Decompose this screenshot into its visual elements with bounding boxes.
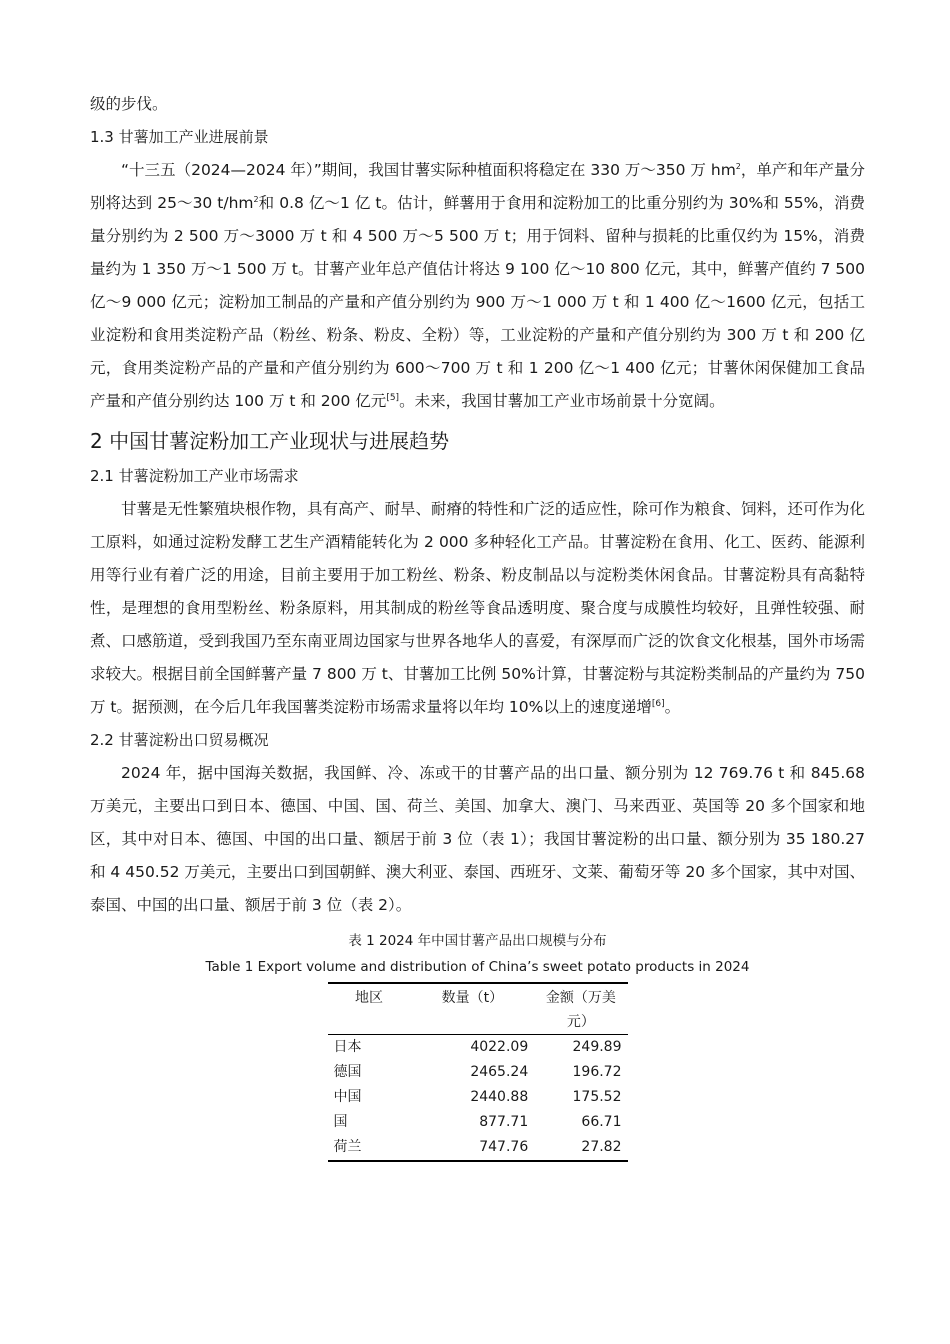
cell-region: 荷兰: [333, 1139, 362, 1155]
paragraph-continuation: 级的步伐。: [90, 95, 168, 113]
cell-quantity: 4022.09: [470, 1039, 529, 1055]
paragraph-text: 。: [664, 698, 681, 716]
cell-amount: 66.71: [581, 1114, 622, 1130]
subsection-heading-1-3: 1.3 甘薯加工产业进展前景: [90, 128, 269, 146]
document-page: [90, 88, 865, 1162]
paragraph-text: 甘薯是无性繁殖块根作物，具有高产、耐旱、耐瘠的特性和广泛的适应性，除可作为粮食、饲料，还可作为化工原料，如通过淀粉发酵工艺生产酒精能转化为 2 000 多种轻化工产品。甘薯淀粉在食用、化工、医药、能源利用等行业有着广泛的用途，目前主要用于加工粉丝、粉条、粉皮制品以与淀粉类休闲食品。甘薯淀粉具有高黏特性，是理想的食用型粉丝、粉条原料，用其制成的粉丝等食品透明度、聚合度与成膜性均较好，且弹性较强、耐煮、口感筋道，受到我国乃至东南亚周边国家与世界各地华人的喜爱，有深厚而广泛的饮食文化根基，国外市场需求较大。根据目前全国鲜薯产量 7 800 万 t、甘薯加工比例 50%计算，甘薯淀粉与其淀粉类制品的产量约为 750 万 t。据预测，在今后几年我国薯类淀粉市场需求量将以年均 10%以上的速度递增: [90, 500, 866, 716]
superscript: 2: [735, 162, 741, 171]
cell-amount: 27.82: [581, 1139, 622, 1155]
table-row: [328, 1035, 628, 1061]
cell-amount: 196.72: [572, 1064, 622, 1080]
table-row: [328, 1085, 628, 1110]
cell-region: 日本: [333, 1039, 362, 1055]
column-header-region: 地区: [355, 990, 384, 1006]
subsection-heading-2-1: 2.1 甘薯淀粉加工产业市场需求: [90, 467, 299, 485]
cell-quantity: 877.71: [479, 1114, 529, 1130]
citation-ref: [6]: [651, 699, 665, 709]
paragraph-text: “十三五（2024—2024 年）”期间，我国甘薯实际种植面积将稳定在 330 万～350 万 hm: [121, 161, 736, 179]
paragraph-text: ，单产和年产量分别将达到 25～30 t/hm: [90, 161, 865, 212]
export-table: [328, 982, 628, 1162]
paragraph-text: 。未来，我国甘薯加工产业市场前景十分宽阔。: [399, 392, 725, 410]
superscript: 2: [253, 195, 259, 204]
citation-ref: [5]: [386, 393, 400, 403]
table-header-row: [328, 983, 628, 1035]
cell-amount: 175.52: [572, 1089, 622, 1105]
paragraph-prospects: [90, 154, 865, 418]
column-header-amount: 金额（万美元）: [545, 990, 616, 1030]
cell-amount: 249.89: [572, 1039, 622, 1055]
table-caption-en: Table 1 Export volume and distribution of China’s sweet potato products in 2024: [205, 959, 750, 975]
column-header-quantity: 数量（t）: [441, 990, 504, 1006]
paragraph-market-demand: [90, 493, 865, 724]
paragraph-text: 和 0.8 亿～1 亿 t。估计，鲜薯用于食用和淀粉加工的比重分别约为 30%和 55%，消费量分别约为 2 500 万～3000 万 t 和 4 500 万～5 500 万 t；用于饲料、留种与损耗的比重仅约为 15%，消费量约为 1 350 万～1 500 万 t。甘薯产业年总产值估计将达 9 100 亿～10 800 亿元，其中，鲜薯产值约 7 500 亿～9 000 亿元；淀粉加工制品的产量和产值分别约为 900 万～1 000 万 t 和 1 400 亿～1600 亿元，包括工业淀粉和食用类淀粉产品（粉丝、粉条、粉皮、全粉）等，工业淀粉的产量和产值分别约为 300 万 t 和 200 亿元，食用类淀粉产品的产量和产值分别约为 600～700 万 t 和 1 200 亿～1 400 亿元；甘薯休闲保健加工食品产量和产值分别约达 100 万 t 和 200 亿元: [90, 194, 865, 410]
cell-region: 中国: [333, 1089, 362, 1105]
section-heading-2: 2 中国甘薯淀粉加工产业现状与进展趋势: [90, 429, 450, 453]
table-row: [328, 1060, 628, 1085]
cell-quantity: 2465.24: [470, 1064, 529, 1080]
table-caption-cn: 表 1 2024 年中国甘薯产品出口规模与分布: [348, 933, 607, 949]
table-row: [328, 1135, 628, 1161]
subsection-heading-2-2: 2.2 甘薯淀粉出口贸易概况: [90, 731, 269, 749]
cell-region: 德国: [333, 1064, 362, 1080]
cell-quantity: 2440.88: [470, 1089, 529, 1105]
table-row: [328, 1110, 628, 1135]
cell-quantity: 747.76: [479, 1139, 529, 1155]
paragraph-export-trade: 2024 年，据中国海关数据，我国鲜、冷、冻或干的甘薯产品的出口量、额分别为 12 769.76 t 和 845.68 万美元，主要出口到日本、德国、中国、国、荷兰、美国、加拿大、澳门、马来西亚、英国等 20 多个国家和地区，其中对日本、德国、中国的出口量、额居于前 3 位（表 1）；我国甘薯淀粉的出口量、额分别为 35 180.27 和 4 450.52 万美元，主要出口到国朝鲜、澳大利亚、泰国、西班牙、文莱、葡萄牙等 20 多个国家，其中对国、泰国、中国的出口量、额居于前 3 位（表 2）。: [90, 764, 865, 914]
cell-region: 国: [333, 1114, 348, 1130]
